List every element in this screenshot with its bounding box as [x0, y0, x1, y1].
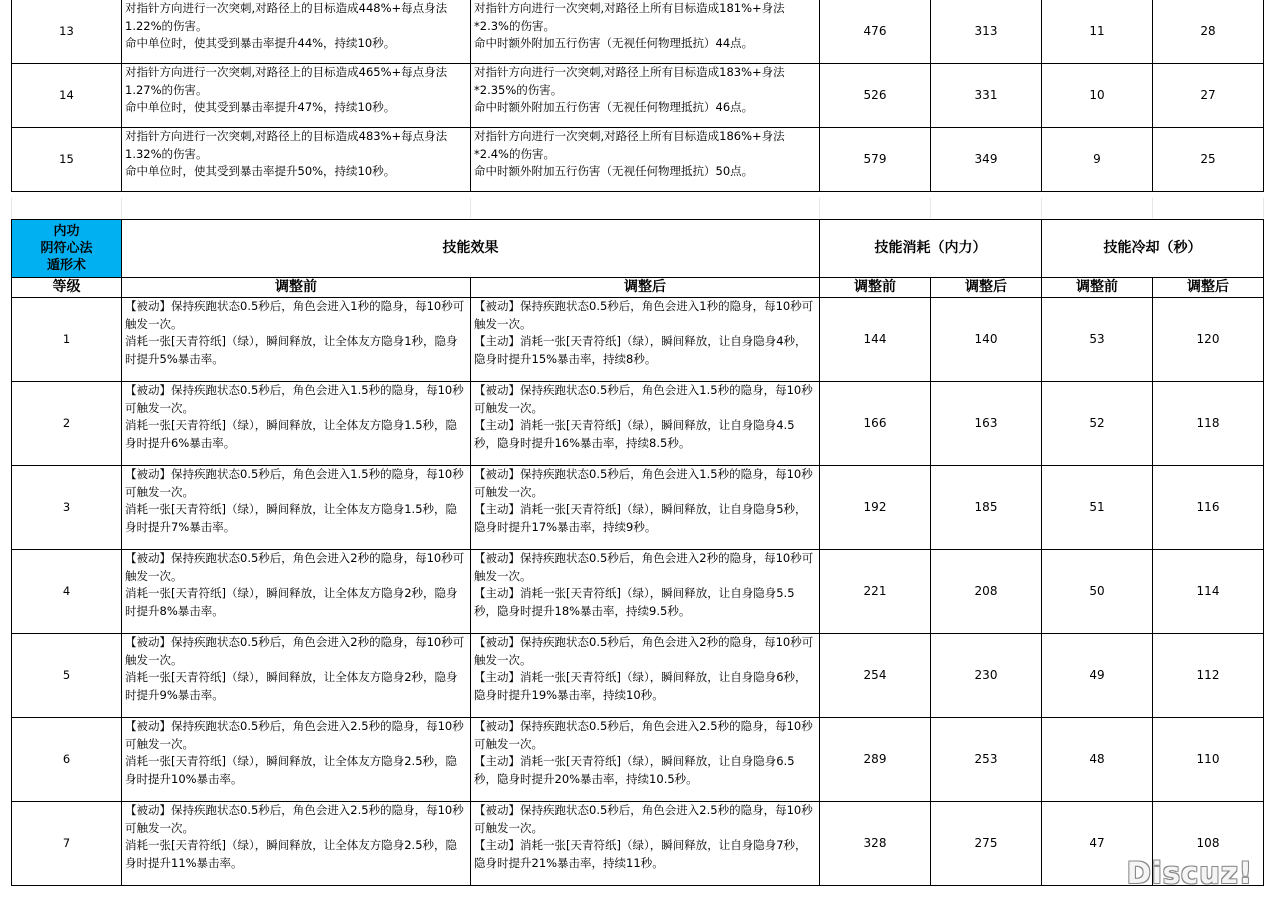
- level-cell: 1: [12, 298, 122, 382]
- table-row: [12, 466, 1264, 550]
- effect-before-cell: 【被动】保持疾跑状态0.5秒后，角色会进入1.5秒的隐身，每10秒可触发一次。 消耗一张[天青符纸]（绿），瞬间释放，让全体友方隐身1.5秒，隐身时提升7%暴击率。: [122, 466, 471, 550]
- effect-before-cell: 【被动】保持疾跑状态0.5秒后，角色会进入2秒的隐身，每10秒可触发一次。 消耗一张[天青符纸]（绿），瞬间释放，让全体友方隐身2秒，隐身时提升9%暴击率。: [122, 634, 471, 718]
- cost-after-cell: 349: [931, 128, 1042, 192]
- cost-before-cell: 221: [820, 550, 931, 634]
- cost-before-cell: 192: [820, 466, 931, 550]
- cd-before-cell: 50: [1042, 550, 1153, 634]
- cd-before-cell: 9: [1042, 128, 1153, 192]
- cd-after-cell: 120: [1153, 298, 1264, 382]
- cd-before-cell: 49: [1042, 634, 1153, 718]
- cd-before-cell: 47: [1042, 802, 1153, 886]
- cd-after-cell: 116: [1153, 466, 1264, 550]
- effect-after-cell: 【被动】保持疾跑状态0.5秒后，角色会进入1.5秒的隐身，每10秒可触发一次。 【主动】消耗一张[天青符纸]（绿），瞬间释放，让自身隐身5秒，隐身时提升17%暴击率，持续9秒。: [471, 466, 820, 550]
- cost-after-cell: 140: [931, 298, 1042, 382]
- cd-before-cell: 53: [1042, 298, 1153, 382]
- level-cell: 6: [12, 718, 122, 802]
- effect-after-cell: 【被动】保持疾跑状态0.5秒后，角色会进入2.5秒的隐身，每10秒可触发一次。 【主动】消耗一张[天青符纸]（绿），瞬间释放，让自身隐身6.5秒，隐身时提升20%暴击率，持续10.5秒。: [471, 718, 820, 802]
- cost-after-cell: 208: [931, 550, 1042, 634]
- effect-after-cell: 对指针方向进行一次突刺,对路径上所有目标造成181%+身法*2.3%的伤害。 命中时额外附加五行伤害（无视任何物理抵抗）44点。: [471, 0, 820, 64]
- effect-before-cell: 【被动】保持疾跑状态0.5秒后，角色会进入1.5秒的隐身，每10秒可触发一次。 消耗一张[天青符纸]（绿），瞬间释放，让全体友方隐身1.5秒，隐身时提升6%暴击率。: [122, 382, 471, 466]
- table-row: [12, 718, 1264, 802]
- level-cell: 13: [12, 0, 122, 64]
- table-row: [12, 298, 1264, 382]
- cost-before-cell: 289: [820, 718, 931, 802]
- level-cell: 3: [12, 466, 122, 550]
- effect-after-cell: 对指针方向进行一次突刺,对路径上所有目标造成183%+身法*2.35%的伤害。 命中时额外附加五行伤害（无视任何物理抵抗）46点。: [471, 64, 820, 128]
- table-row: [12, 802, 1264, 886]
- effect-after-cell: 【被动】保持疾跑状态0.5秒后，角色会进入2.5秒的隐身，每10秒可触发一次。 【主动】消耗一张[天青符纸]（绿），瞬间释放，让自身隐身7秒，隐身时提升21%暴击率，持续11秒。: [471, 802, 820, 886]
- cost-before-cell: 328: [820, 802, 931, 886]
- cd-before-cell: 52: [1042, 382, 1153, 466]
- cost-after-cell: 253: [931, 718, 1042, 802]
- cd-header: 技能冷却（秒）: [1042, 220, 1264, 278]
- cost-before-cell: 166: [820, 382, 931, 466]
- effect-before-cell: 【被动】保持疾跑状态0.5秒后，角色会进入2秒的隐身，每10秒可触发一次。 消耗一张[天青符纸]（绿），瞬间释放，让全体友方隐身2秒，隐身时提升8%暴击率。: [122, 550, 471, 634]
- cd-before-header: 调整前: [1042, 278, 1153, 298]
- effect-before-cell: 【被动】保持疾跑状态0.5秒后，角色会进入2.5秒的隐身，每10秒可触发一次。 消耗一张[天青符纸]（绿），瞬间释放，让全体友方隐身2.5秒，隐身时提升11%暴击率。: [122, 802, 471, 886]
- effect-after-cell: 【被动】保持疾跑状态0.5秒后，角色会进入1.5秒的隐身，每10秒可触发一次。 【主动】消耗一张[天青符纸]（绿），瞬间释放，让自身隐身4.5秒，隐身时提升16%暴击率，持续8.5秒。: [471, 382, 820, 466]
- level-cell: 2: [12, 382, 122, 466]
- cd-before-cell: 51: [1042, 466, 1153, 550]
- cd-after-cell: 25: [1153, 128, 1264, 192]
- effect-after-header: 调整后: [471, 278, 820, 298]
- cost-before-header: 调整前: [820, 278, 931, 298]
- cd-after-cell: 27: [1153, 64, 1264, 128]
- effect-before-cell: 对指针方向进行一次突刺,对路径上的目标造成483%+每点身法1.32%的伤害。 命中单位时，使其受到暴击率提升50%，持续10秒。: [122, 128, 471, 192]
- cd-before-cell: 11: [1042, 0, 1153, 64]
- cd-after-cell: 110: [1153, 718, 1264, 802]
- cost-after-header: 调整后: [931, 278, 1042, 298]
- cost-after-cell: 275: [931, 802, 1042, 886]
- cd-after-cell: 108: [1153, 802, 1264, 886]
- skill-title: 内功 阴符心法 遁形术: [12, 220, 122, 278]
- effect-before-cell: 【被动】保持疾跑状态0.5秒后，角色会进入2.5秒的隐身，每10秒可触发一次。 消耗一张[天青符纸]（绿），瞬间释放，让全体友方隐身2.5秒，隐身时提升10%暴击率。: [122, 718, 471, 802]
- table-row: [12, 128, 1264, 192]
- cost-before-cell: 254: [820, 634, 931, 718]
- cd-after-cell: 28: [1153, 0, 1264, 64]
- cost-after-cell: 185: [931, 466, 1042, 550]
- cd-after-cell: 118: [1153, 382, 1264, 466]
- cost-after-cell: 313: [931, 0, 1042, 64]
- level-header: 等级: [12, 278, 122, 298]
- skill-table: [11, 219, 1264, 886]
- table-row: [12, 64, 1264, 128]
- effect-after-cell: 【被动】保持疾跑状态0.5秒后，角色会进入1秒的隐身，每10秒可触发一次。 【主动】消耗一张[天青符纸]（绿），瞬间释放，让自身隐身4秒，隐身时提升15%暴击率，持续8秒。: [471, 298, 820, 382]
- effect-after-cell: 【被动】保持疾跑状态0.5秒后，角色会进入2秒的隐身，每10秒可触发一次。 【主动】消耗一张[天青符纸]（绿），瞬间释放，让自身隐身6秒，隐身时提升19%暴击率，持续10秒。: [471, 634, 820, 718]
- level-cell: 5: [12, 634, 122, 718]
- effect-before-header: 调整前: [122, 278, 471, 298]
- table-row: [12, 0, 1264, 64]
- cost-after-cell: 163: [931, 382, 1042, 466]
- table-row: [12, 550, 1264, 634]
- cd-before-cell: 10: [1042, 64, 1153, 128]
- cost-before-cell: 144: [820, 298, 931, 382]
- level-cell: 14: [12, 64, 122, 128]
- effect-before-cell: 对指针方向进行一次突刺,对路径上的目标造成448%+每点身法1.22%的伤害。 命中单位时，使其受到暴击率提升44%，持续10秒。: [122, 0, 471, 64]
- level-cell: 15: [12, 128, 122, 192]
- table-row: [12, 634, 1264, 718]
- discuz-watermark: Discuz!: [1126, 856, 1253, 890]
- table-row: [12, 382, 1264, 466]
- cd-after-header: 调整后: [1153, 278, 1264, 298]
- effect-header: 技能效果: [122, 220, 820, 278]
- effect-before-cell: 对指针方向进行一次突刺,对路径上的目标造成465%+每点身法1.27%的伤害。 命中单位时，使其受到暴击率提升47%，持续10秒。: [122, 64, 471, 128]
- cost-before-cell: 579: [820, 128, 931, 192]
- cost-before-cell: 476: [820, 0, 931, 64]
- cost-header: 技能消耗（内力）: [820, 220, 1042, 278]
- cd-after-cell: 112: [1153, 634, 1264, 718]
- table-gap: [0, 198, 1271, 218]
- effect-before-cell: 【被动】保持疾跑状态0.5秒后，角色会进入1秒的隐身，每10秒可触发一次。 消耗一张[天青符纸]（绿），瞬间释放，让全体友方隐身1秒，隐身时提升5%暴击率。: [122, 298, 471, 382]
- level-cell: 4: [12, 550, 122, 634]
- level-cell: 7: [12, 802, 122, 886]
- upper-skill-table: [11, 0, 1264, 192]
- cd-after-cell: 114: [1153, 550, 1264, 634]
- cd-before-cell: 48: [1042, 718, 1153, 802]
- effect-after-cell: 对指针方向进行一次突刺,对路径上所有目标造成186%+身法*2.4%的伤害。 命中时额外附加五行伤害（无视任何物理抵抗）50点。: [471, 128, 820, 192]
- cost-before-cell: 526: [820, 64, 931, 128]
- effect-after-cell: 【被动】保持疾跑状态0.5秒后，角色会进入2秒的隐身，每10秒可触发一次。 【主动】消耗一张[天青符纸]（绿），瞬间释放，让自身隐身5.5秒，隐身时提升18%暴击率，持续9.5秒。: [471, 550, 820, 634]
- cost-after-cell: 331: [931, 64, 1042, 128]
- cost-after-cell: 230: [931, 634, 1042, 718]
